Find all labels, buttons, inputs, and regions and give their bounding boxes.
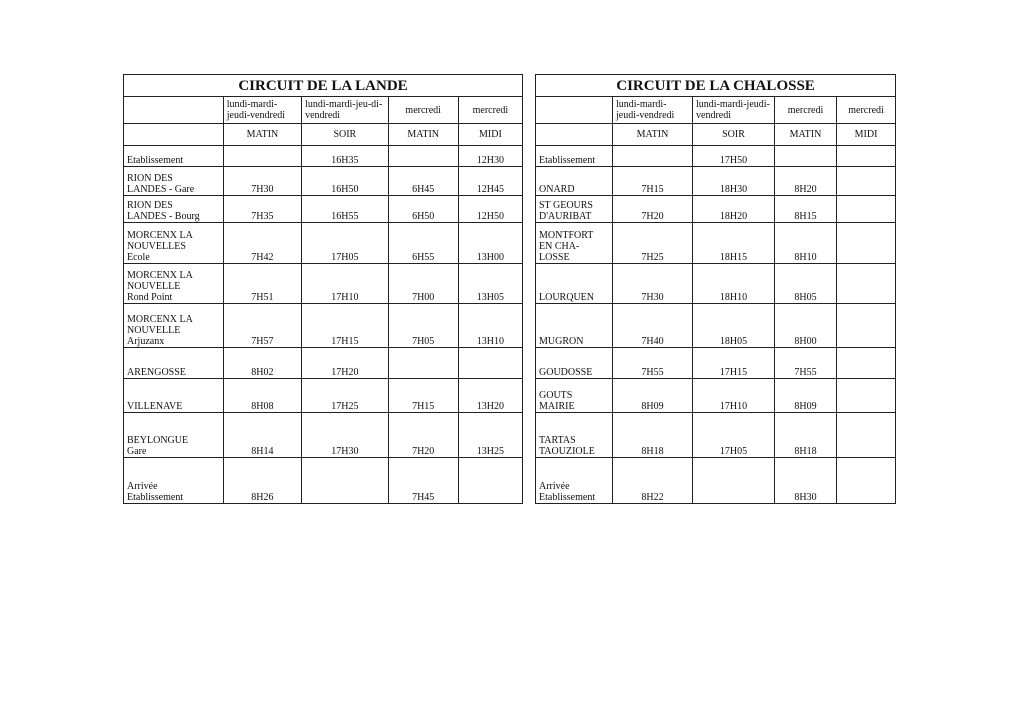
table-row <box>124 379 523 413</box>
table-circuit-de-la-chalosse <box>535 74 896 504</box>
time-cell: 6H55 <box>388 223 458 264</box>
time-cell <box>388 348 458 379</box>
table-row <box>536 167 896 196</box>
period-header: MATIN <box>223 124 301 146</box>
time-cell: 6H50 <box>388 196 458 223</box>
time-cell: 7H20 <box>388 413 458 458</box>
table-row <box>536 264 896 304</box>
time-cell: 8H30 <box>775 458 837 504</box>
circuit-title: CIRCUIT DE LA LANDE <box>124 75 523 97</box>
time-cell: 13H25 <box>458 413 522 458</box>
days-header: lundi-mardi-jeudi-vendredi <box>223 97 301 124</box>
time-cell: 7H51 <box>223 264 301 304</box>
time-cell: 7H25 <box>613 223 693 264</box>
table-row <box>124 167 523 196</box>
table-row <box>536 304 896 348</box>
time-cell: 8H15 <box>775 196 837 223</box>
time-cell: 7H40 <box>613 304 693 348</box>
table-row <box>536 413 896 458</box>
time-cell: 8H02 <box>223 348 301 379</box>
table-row <box>124 348 523 379</box>
time-cell: 16H50 <box>302 167 389 196</box>
time-cell <box>302 458 389 504</box>
circuit-title: CIRCUIT DE LA CHALOSSE <box>536 75 896 97</box>
time-cell: 8H18 <box>613 413 693 458</box>
time-cell: 13H20 <box>458 379 522 413</box>
time-cell <box>837 223 896 264</box>
time-cell: 17H15 <box>302 304 389 348</box>
stop-name: ARENGOSSE <box>124 348 224 379</box>
time-cell: 8H22 <box>613 458 693 504</box>
time-cell: 16H35 <box>302 146 389 167</box>
time-cell: 8H00 <box>775 304 837 348</box>
time-cell: 7H00 <box>388 264 458 304</box>
time-cell: 8H26 <box>223 458 301 504</box>
time-cell <box>837 458 896 504</box>
days-header: lundi-mardi-jeu-di-vendredi <box>302 97 389 124</box>
time-cell <box>613 146 693 167</box>
time-cell: 6H45 <box>388 167 458 196</box>
period-header: MATIN <box>388 124 458 146</box>
time-cell <box>693 458 775 504</box>
time-cell: 12H45 <box>458 167 522 196</box>
time-cell: 7H30 <box>223 167 301 196</box>
time-cell: 17H15 <box>693 348 775 379</box>
stop-name: Arrivée Etablissement <box>124 458 224 504</box>
stop-name: VILLENAVE <box>124 379 224 413</box>
table-row <box>536 223 896 264</box>
days-header: mercredi <box>388 97 458 124</box>
table-row <box>536 379 896 413</box>
period-header: MIDI <box>837 124 896 146</box>
stop-name: GOUDOSSE <box>536 348 613 379</box>
time-cell: 8H10 <box>775 223 837 264</box>
time-cell: 17H05 <box>693 413 775 458</box>
table-row <box>124 458 523 504</box>
time-cell: 7H55 <box>613 348 693 379</box>
time-cell: 8H18 <box>775 413 837 458</box>
time-cell: 7H35 <box>223 196 301 223</box>
days-header: mercredi <box>775 97 837 124</box>
time-cell: 18H05 <box>693 304 775 348</box>
stop-name: MORCENX LA NOUVELLE Arjuzanx <box>124 304 224 348</box>
table-row <box>536 348 896 379</box>
time-cell: 7H20 <box>613 196 693 223</box>
time-cell: 17H50 <box>693 146 775 167</box>
time-cell: 16H55 <box>302 196 389 223</box>
stop-name: BEYLONGUE Gare <box>124 413 224 458</box>
time-cell: 8H05 <box>775 264 837 304</box>
time-cell: 8H09 <box>613 379 693 413</box>
time-cell: 17H30 <box>302 413 389 458</box>
stop-name: RION DES LANDES - Gare <box>124 167 224 196</box>
time-cell: 18H20 <box>693 196 775 223</box>
stop-name: MUGRON <box>536 304 613 348</box>
time-cell: 8H09 <box>775 379 837 413</box>
stop-name: Etablissement <box>536 146 613 167</box>
table-row <box>536 146 896 167</box>
table-row <box>536 458 896 504</box>
time-cell: 13H00 <box>458 223 522 264</box>
time-cell <box>458 348 522 379</box>
time-cell: 8H20 <box>775 167 837 196</box>
time-cell: 17H20 <box>302 348 389 379</box>
stop-name: Etablissement <box>124 146 224 167</box>
time-cell <box>837 264 896 304</box>
time-cell: 7H30 <box>613 264 693 304</box>
time-cell: 13H10 <box>458 304 522 348</box>
period-header: MATIN <box>775 124 837 146</box>
table-row <box>124 413 523 458</box>
stop-name: TARTAS TAOUZIOLE <box>536 413 613 458</box>
table-row <box>124 304 523 348</box>
stop-name: MONTFORT EN CHA- LOSSE <box>536 223 613 264</box>
time-cell <box>388 146 458 167</box>
time-cell: 12H30 <box>458 146 522 167</box>
stop-name: MORCENX LA NOUVELLE Rond Point <box>124 264 224 304</box>
time-cell <box>458 458 522 504</box>
time-cell: 7H15 <box>613 167 693 196</box>
time-cell: 12H50 <box>458 196 522 223</box>
time-cell: 7H55 <box>775 348 837 379</box>
table-row <box>124 264 523 304</box>
stop-name: RION DES LANDES - Bourg <box>124 196 224 223</box>
time-cell <box>837 413 896 458</box>
period-header: MATIN <box>613 124 693 146</box>
table-circuit-de-la-lande <box>123 74 523 504</box>
time-cell: 8H08 <box>223 379 301 413</box>
time-cell: 7H42 <box>223 223 301 264</box>
days-header: mercredi <box>837 97 896 124</box>
table-row <box>124 146 523 167</box>
time-cell: 7H05 <box>388 304 458 348</box>
time-cell: 17H10 <box>302 264 389 304</box>
period-header: SOIR <box>302 124 389 146</box>
time-cell <box>223 146 301 167</box>
time-cell: 13H05 <box>458 264 522 304</box>
stop-name: ONARD <box>536 167 613 196</box>
period-header: SOIR <box>693 124 775 146</box>
days-header: mercredi <box>458 97 522 124</box>
time-cell: 18H15 <box>693 223 775 264</box>
time-cell: 7H45 <box>388 458 458 504</box>
time-cell <box>837 196 896 223</box>
table-row <box>124 196 523 223</box>
days-header: lundi-mardi-jeudi-vendredi <box>613 97 693 124</box>
time-cell <box>837 379 896 413</box>
table-row <box>536 196 896 223</box>
time-cell: 8H14 <box>223 413 301 458</box>
stop-name: MORCENX LA NOUVELLES Ecole <box>124 223 224 264</box>
time-cell: 17H05 <box>302 223 389 264</box>
time-cell: 17H25 <box>302 379 389 413</box>
time-cell <box>837 146 896 167</box>
time-cell <box>837 348 896 379</box>
table-row <box>124 223 523 264</box>
time-cell <box>837 304 896 348</box>
time-cell <box>775 146 837 167</box>
time-cell <box>837 167 896 196</box>
time-cell: 7H57 <box>223 304 301 348</box>
period-header: MIDI <box>458 124 522 146</box>
time-cell: 18H10 <box>693 264 775 304</box>
days-header: lundi-mardi-jeudi-vendredi <box>693 97 775 124</box>
stop-name: ST GEOURS D'AURIBAT <box>536 196 613 223</box>
time-cell: 18H30 <box>693 167 775 196</box>
time-cell: 17H10 <box>693 379 775 413</box>
stop-name: Arrivée Etablissement <box>536 458 613 504</box>
stop-name: GOUTS MAIRIE <box>536 379 613 413</box>
stop-name: LOURQUEN <box>536 264 613 304</box>
time-cell: 7H15 <box>388 379 458 413</box>
